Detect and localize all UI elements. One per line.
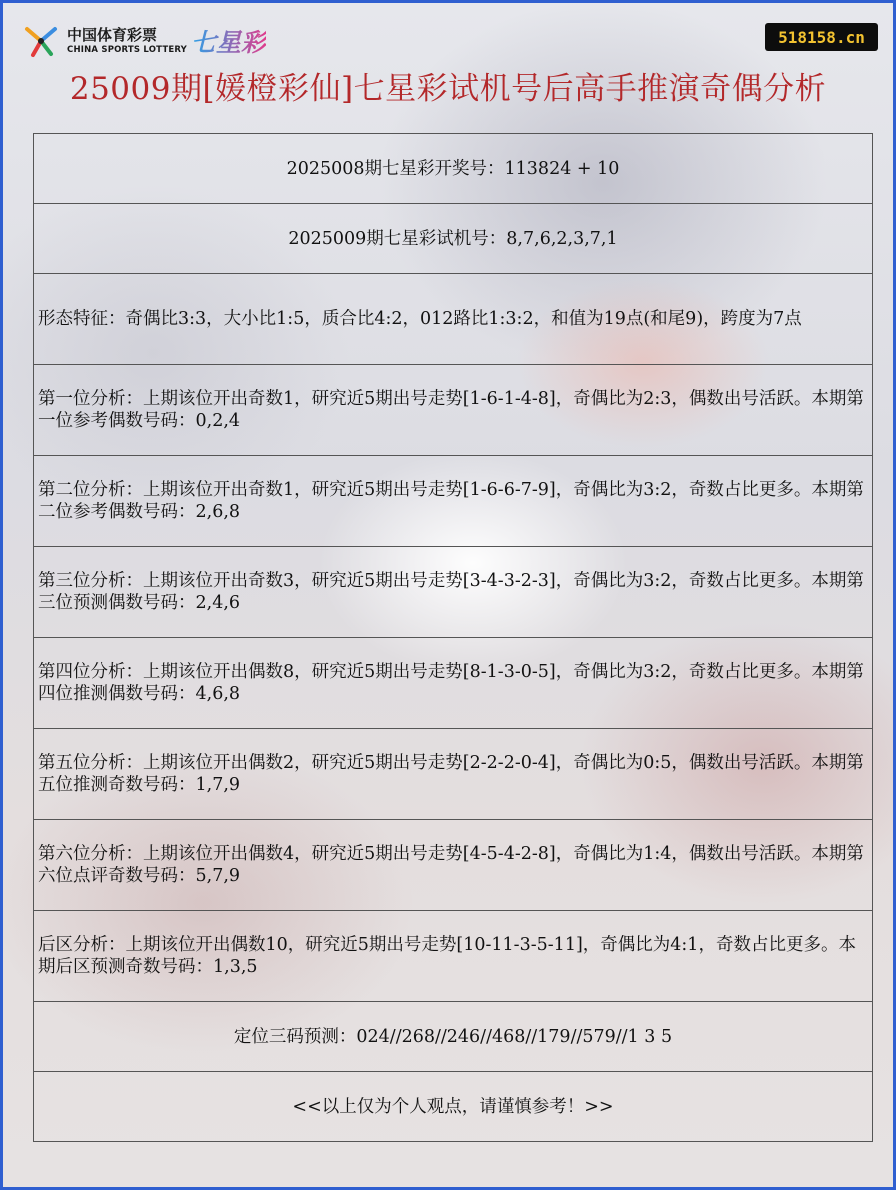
analysis-table: [33, 133, 873, 1142]
lottery-star-icon: [21, 21, 61, 61]
row-text: 形态特征：奇偶比3:3，大小比1:5，质合比4:2，012路比1:3:2，和值为19点(和尾9)，跨度为7点: [38, 309, 802, 329]
row-text: 第四位分析：上期该位开出偶数8，研究近5期出号走势[8-1-3-0-5]，奇偶比为3:2，奇数占比更多。本期第四位推测偶数号码：4,6,8: [38, 662, 864, 704]
pattern-row: [34, 274, 872, 365]
row-text: 第五位分析：上期该位开出偶数2，研究近5期出号走势[2-2-2-0-4]，奇偶比为0:5，偶数出号活跃。本期第五位推测奇数号码：1,7,9: [38, 753, 864, 795]
logo-chinese-text: 中国体育彩票: [67, 26, 158, 44]
game-name-logo: 七星彩: [191, 23, 266, 59]
row-text: 后区分析：上期该位开出偶数10，研究近5期出号走势[10-11-3-5-11]，奇偶比为4:1，奇数占比更多。本期后区预测奇数号码：1,3,5: [38, 935, 856, 977]
test-number-row: [34, 204, 872, 274]
position-4-row: [34, 638, 872, 729]
draw-result-row: [34, 134, 872, 204]
position-5-row: [34, 729, 872, 820]
row-text: 第二位分析：上期该位开出奇数1，研究近5期出号走势[1-6-6-7-9]，奇偶比为3:2，奇数占比更多。本期第二位参考偶数号码：2,6,8: [38, 480, 864, 522]
row-text: 第三位分析：上期该位开出奇数3，研究近5期出号走势[3-4-3-2-3]，奇偶比为3:2，奇数占比更多。本期第三位预测偶数号码：2,4,6: [38, 571, 864, 613]
prediction-row: [34, 1002, 872, 1072]
position-1-row: [34, 365, 872, 456]
position-2-row: [34, 456, 872, 547]
row-text: 2025009期七星彩试机号：8,7,6,2,3,7,1: [288, 228, 618, 249]
row-text: 第六位分析：上期该位开出偶数4，研究近5期出号走势[4-5-4-2-8]，奇偶比为1:4，偶数出号活跃。本期第六位点评奇数号码：5,7,9: [38, 844, 864, 886]
row-text: 定位三码预测：024//268//246//468//179//579//1 3 5: [233, 1026, 673, 1047]
page-title: 25009期[媛橙彩仙]七星彩试机号后高手推演奇偶分析: [69, 71, 827, 107]
row-text: 第一位分析：上期该位开出奇数1，研究近5期出号走势[1-6-1-4-8]，奇偶比为2:3，偶数出号活跃。本期第一位参考偶数号码：0,2,4: [38, 389, 864, 431]
row-text: 2025008期七星彩开奖号：113824 + 10: [286, 158, 620, 179]
lottery-logo: [21, 21, 266, 61]
back-zone-row: [34, 911, 872, 1002]
logo-english-text: CHINA SPORTS LOTTERY: [67, 45, 187, 55]
site-badge[interactable]: 518158.cn: [765, 23, 878, 51]
position-3-row: [34, 547, 872, 638]
disclaimer-row: [34, 1072, 872, 1142]
row-text: <<以上仅为个人观点，请谨慎参考！>>: [292, 1096, 614, 1117]
position-6-row: [34, 820, 872, 911]
